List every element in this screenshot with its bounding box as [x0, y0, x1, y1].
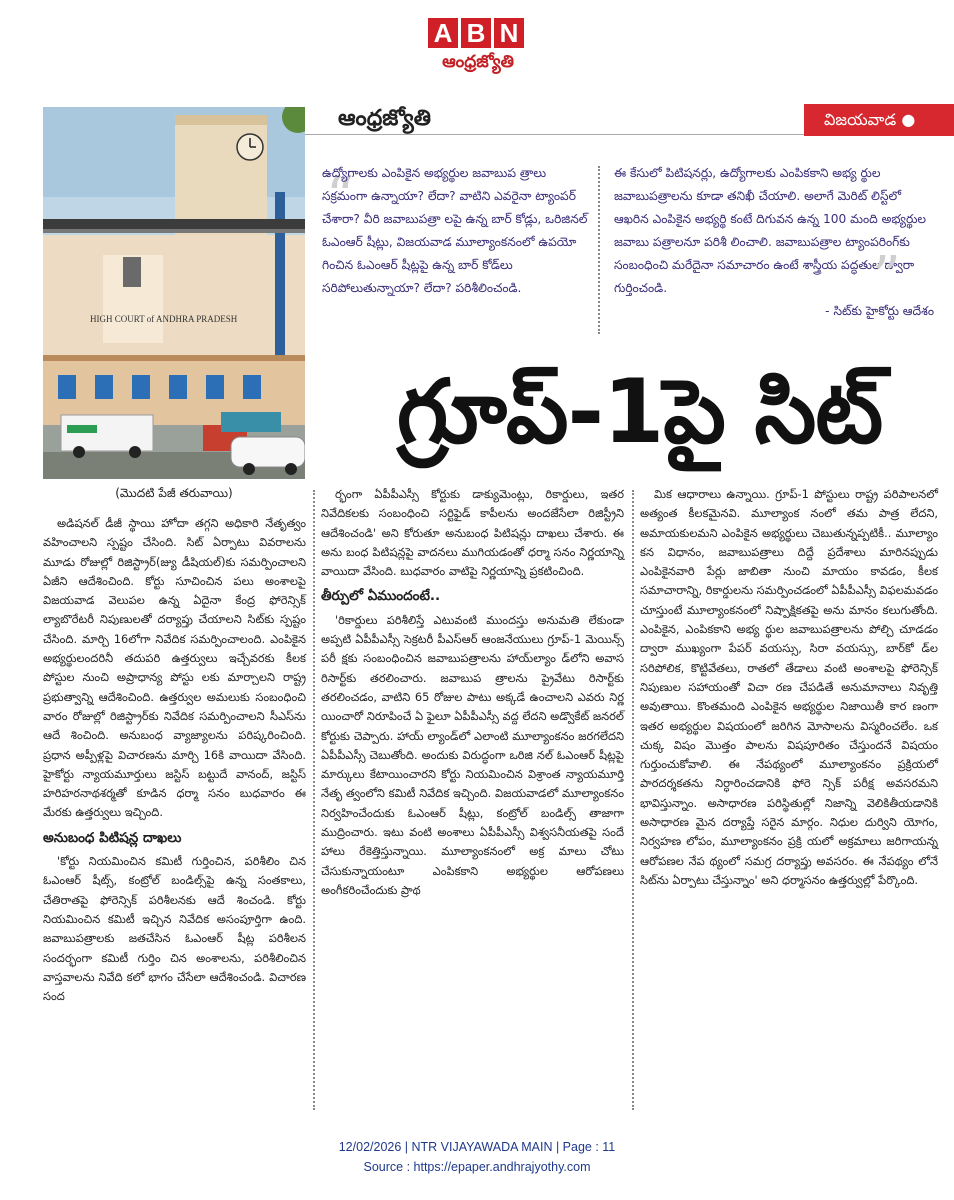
article-column-3 — [640, 485, 938, 894]
logo-subtitle: ఆంధ్రజ్యోతి — [442, 52, 514, 72]
column2-paragraph-1: ర్భంగా ఏపీపీఎస్సీ కోర్టుకు డాక్యుమెంట్లు, రికార్డులు, ఇతర నివేదికలకు సంబంధించి సర్టిఫైడ్ కాపీలను అందజేసేలా రిజిస్ట్రీని ఆదేశించండి' అని కోరుతూ అనుబంధ పిటిషన్లు దాఖలు చేశారు. ఈ అను బంధ పిటిషన్లపై వాదనలు ముగియడంతో ధర్మా సనం నిర్ణయాన్ని వాయిదా వేసింది. బుధవారం వాటిపై నిర్ణయాన్ని ప్రకటించింది. — [321, 487, 624, 579]
logo-letter-a: A — [428, 18, 458, 48]
column-divider-2 — [632, 490, 634, 1110]
column2-paragraph-2: 'రికార్డులు పరిశీలిస్తే ఎటువంటి ముందస్తు అనుమతి లేకుండా అప్పటి ఏపీపీఎస్సీ సెక్రటరీ పీఎస్ఆర్ ఆంజనేయులు గ్రూప్-1 మెయిన్స్ పరీ క్షకు సంబంధించిన జవాబుపత్రాలను హాయ్‌ల్యాం డ్‌లోని అవాస రిసార్ట్‌కు తరలించారు. జవాబుప త్రాలను ప్రైవేటు రిసార్ట్‌కు తరలించడం, వాటిని 65 రోజుల పాటు అక్కడే ఉంచాలని ఎవరు నిర్ణ యించారో నిరూపించే ఏ ఫైలూ ఏపీపీఎస్సీ వద్ద లేదని అడ్వొకేట్ జనరల్ కోర్టుకు చెప్పారు. హాయ్ ల్యాండ్‌లో ఎలాంటి మూల్యాంకనం జరగలేదని ఏపీపీఎస్సీ చెబుతోంది. అందుకు విరుద్ధంగా ఒరిజి నల్ ఓఎంఆర్ షీట్లపై మార్కులు కేటాయించారని కోర్టు నియమించిన విశ్రాంత న్యాయమూర్తి నేతృ త్వంలోని కమిటీ నివేదిక ఇచ్చింది. విజయవాడలో మూల్యాంకనం నిర్వహించేందుకు ఓఎంఆర్ షీట్లు, కంట్రోల్ బండిల్స్ తాజాగా ముద్రించారు. ఇటు వంటి అంశాలు ఏపీపీఎస్సీ విశ్వసనీయతపై సందే హాలు రేకెత్తిస్తున్నాయి. మూల్యాంకనంలో అక్ర మాలు చోటు చేసుకున్నాయంటూ ఎంపికకాని అభ్యర్థుల ఆరోపణలు అంగీకరించేందుకు ప్రాథ — [321, 612, 624, 897]
pull-quote-signature: - సిట్‌కు హైకోర్టు ఆదేశం — [825, 304, 934, 318]
column3-paragraph-1: మిక ఆధారాలు ఉన్నాయి. గ్రూప్-1 పోస్టులు రాష్ట్ర పరిపాలనలో అత్యంత కీలకమైనవి. మూల్యాంక నంలో తమ పాత్ర లేదని, అమాయకులమని ఎంపికైన అభ్యర్థులు చెబుతున్నప్పటికీ.. మూల్యాం కన విధానం, జవాబుపత్రాలు దిద్దే ప్రదేశాలు మారినప్పుడు ఎంపికైనవారి పేర్లు జాబితా నుంచి మాయం కావడం, కీలక సమాచారాన్ని, రికార్డులను సమర్పించడంలో ఏపీపీఎస్సీ విఫలమవడం చూస్తుంటే మూల్యాంకనంలో నిష్పాక్షికతపై అను మానం కలుగుతోంది. ఎంపికైన, ఎంపికకాని అభ్య ర్థుల జవాబుపత్రాలను పోల్చి చూడడం ద్వారా ముఖ్యంగా పేపర్ వయస్సు, సిరా వయస్సు, బార్‌కో డ్‌ల సరిపోలిక, కొట్టివేతలు, రాతలో తేడాలు వంటి అంశాలపై ఫోరెన్సిక్ నిపుణుల సహాయంతో విచా రణ చేపడితే అనుమానాలు నివృత్తి అవుతాయి. కొంతమంది ఎంపికైన అభ్యర్థుల నిజాయితీ కార ణంగా ఇతర అభ్యర్థుల విషయంలో జరిగిన మోసాలను విస్మరించలేం. ఒక చుక్క విషం మొత్తం పాలను విషపూరితం చేస్తుందనే విషయం గుర్తుంచుకోవాలి. ఈ నేపథ్యంలో మూల్యాంకనం ప్రక్రియలో పారదర్శకతను నిర్ధారించడానికి ఫోరె న్సిక్ పరీక్ష అవసరమని భావిస్తున్నాం. అసాధారణ పరిస్థితుల్లో నిజాన్ని వెలికితీయడానికి అసాధారణ మైన దర్యాప్తే సరైన మార్గం. నిధుల దుర్విని యోగం, నిర్వహణ లోపం, మూల్యాంకనం ప్రక్రి యలో అక్రమాలు జరిగాయన్న ఆరోపణల నేప థ్యంలో సమగ్ర దర్యాప్తు అవసరం. ఈ నేపథ్యం లోనే సిట్‌ను ఏర్పాటు చేస్తున్నాం' అని ధర్మాసనం ఉత్తర్వుల్లో పేర్కొంది. — [640, 487, 938, 887]
quote-mark-close-2: ” — [872, 245, 901, 310]
footer-source-line: Source : https://epaper.andhrajyothy.com — [363, 1160, 591, 1174]
column1-paragraph-2: 'కోర్టు నియమించిన కమిటీ గుర్తించిన, పరిశీలిం చిన ఓఎంఆర్ షీట్స్, కంట్రోల్ బండిల్స్‌పై ఉన్న సంతకాలు, చేతిరాతపై ఫోరెన్సిక్ పరిశీలనకు ఆదే శించండి. కోర్టు నియమించిన కమిటీ ఇచ్చిన నివేదిక అసంపూర్తిగా ఉంది. జవాబుపత్రాలకు జతచేసిన ఓఎంఆర్ షీట్ల పరిశీలన సందర్భంగా కమిటీ గుర్తిం చిన అంశాలను, పరిశీలించిన వాస్తవాలను నివేది కలో భాగం చేసేలా ఆదేశించండి. విచారణ సంద — [43, 854, 306, 1004]
column2-subheading: తీర్పులో ఏముందంటే.. — [321, 588, 441, 605]
newspaper-page — [0, 104, 954, 1114]
column-divider-1 — [313, 490, 315, 1110]
column1-subheading: అనుబంధ పిటిషన్ల దాఖలు — [43, 829, 182, 846]
article-column-1 — [43, 514, 306, 1010]
photo-caption: (మొదటి పేజీ తరువాయి) — [115, 486, 233, 500]
quote-divider — [598, 166, 600, 334]
quote-mark-open-1: “ — [326, 165, 355, 230]
photo-court-sign: HIGH COURT of ANDHRA PRADESH — [90, 314, 238, 324]
masthead-paper-name: ఆంధ్రజ్యోతి — [338, 106, 431, 131]
pull-quote-left: ఉద్యోగాలకు ఎంపికైన అభ్యర్థుల జవాబుప త్రాలు సక్రమంగా ఉన్నాయా? లేదా? వాటిని ఎవరైనా ట్యాంపర్ చేశారా? వీరి జవాబుపత్రా లపై ఉన్న బార్ కోడ్లు, ఒరిజినల్ ఓఎంఆర్ షీట్లు, విజయవాడ మూల్యాంకనంలో ఉపయో గించిన ఓఎంఆర్ షీట్లపై ఉన్న బార్ కోడ్‌లు సరిపోలుతున్నాయా? లేదా? పరిశీలించండి. — [322, 166, 588, 295]
logo-letter-n: N — [494, 18, 524, 48]
logo-letters — [428, 18, 528, 48]
abn-logo — [428, 18, 528, 76]
column1-paragraph-1: అడిషనల్ డీజీ స్థాయి హోదా తగ్గని అధికారి నేతృత్వం వహించాలని స్పష్టం చేసింది. సిట్ ఏర్పాటు వివరాలను మూడు రోజుల్లో రిజిస్ట్రార్(జ్యు డీషియల్)కు సమర్పించాలని ఏజీని ఆదేశించింది. కోర్టు సూచించిన పలు అంశాలపై విజయవాడ వెలుపల ఉన్న ఏదైనా కేంద్ర ఫోరెన్సిక్ ల్యాబొరేటరీ నిపుణులతో దర్యాప్తు చేయాలని సిట్‌కు స్పష్టం చేసింది. మార్చి 16లోగా నివేదిక సమర్పించాలంది. ఎంపికైన అభ్యర్థులందరినీ తదుపరి ఉత్తర్వులు ఇచ్చేవరకు కీలక పోస్టుల నుంచి అప్రాధాన్య పోస్టు లకు మార్చాలని రాష్ట్ర ప్రభుత్వాన్ని ఆదేశించింది. ఉత్తర్వుల అమలుకు సంబంధించి వారం రోజుల్లో రిజిస్ట్రార్‌కు నివేదిక సమర్పించాలని సీఎస్‌ను ఆదే శించింది. అనుబంధ వ్యాజ్యాలను పరిష్కరించింది. ప్రధాన అప్పీళ్లపై విచారణను మార్చి 16కి వాయిదా వేసింది. హైకోర్టు న్యాయమూర్తులు జస్టిస్ బట్టుదే వానంద్, జస్టిస్ హరిహరనాథశర్మతో కూడిన ధర్మా సనం బుధవారం ఈ మేరకు ఉత్తర్వులు ఇచ్చింది. — [43, 516, 306, 820]
edition-tag: విజయవాడ ● — [804, 104, 954, 136]
footer-edition-line: 12/02/2026 | NTR VIJAYAWADA MAIN | Page : 11 — [338, 1140, 616, 1154]
headline: గ్రూప్-1పై సిట్ — [396, 360, 883, 463]
article-column-2 — [321, 485, 624, 904]
logo-letter-b: B — [461, 18, 491, 48]
high-court-photo — [43, 107, 305, 479]
pull-quote-right-text: ఈ కేసులో పిటిషనర్లు, ఉద్యోగాలకు ఎంపికకాని అభ్య ర్థుల జవాబుపత్రాలను కూడా తనిఖీ చేయాలి. అలాగే మెరిట్ లిస్ట్‌లో ఆఖరిన ఎంపికైన అభ్యర్థి కంటే దిగువన ఉన్న 100 మంది అభ్యర్థుల జవాబు పత్రాలనూ పరిశీ లించాలి. జవాబుపత్రాల ట్యాంపరింగ్‌కు సంబంధించి మరేదైనా సమాచారం ఉంటే శాస్త్రీయ పద్ధతుల ద్వారా గుర్తించండి. — [614, 166, 927, 295]
